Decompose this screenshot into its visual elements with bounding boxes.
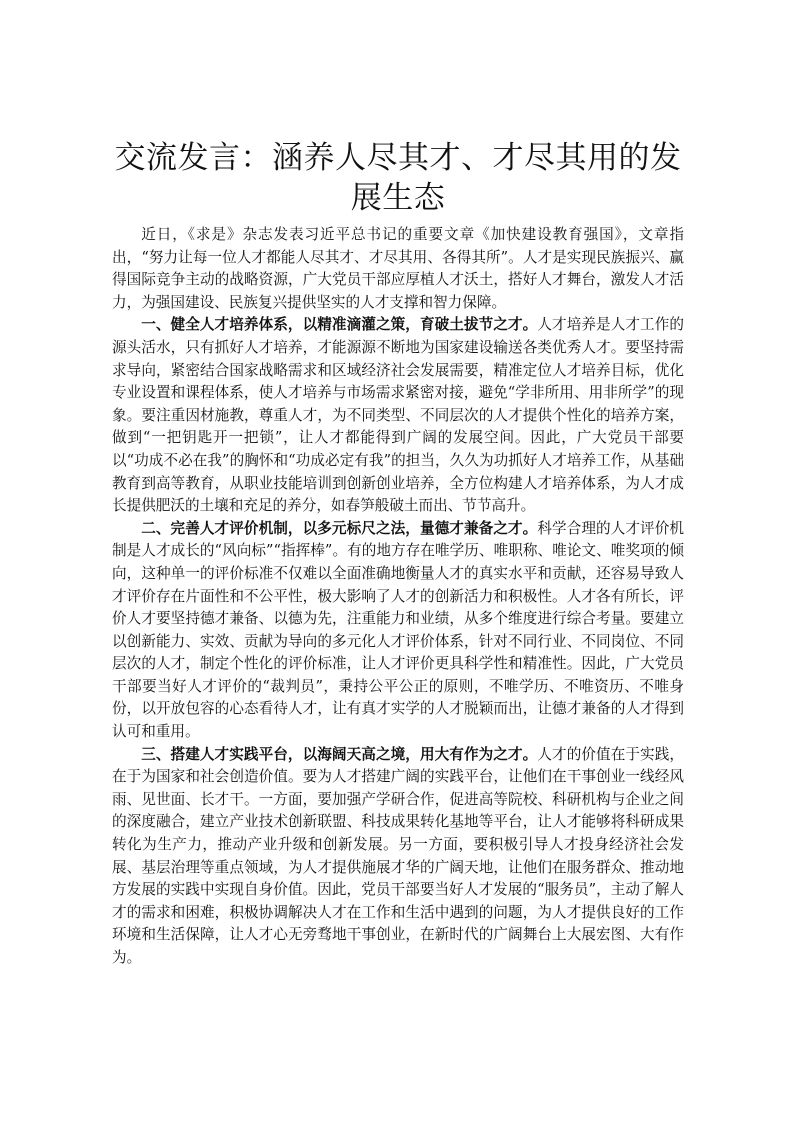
section-2-paragraph — [112, 518, 684, 744]
section-3-paragraph — [112, 744, 684, 970]
section-2-heading: 二、完善人才评价机制，以多元标尺之法，量德才兼备之才。 — [141, 519, 538, 537]
section-3-heading: 三、搭建人才实践平台，以海阔天高之境，用大有作为之才。 — [141, 745, 538, 763]
section-2-body: 科学合理的人才评价机制是人才成长的“风向标”“指挥棒”。有的地方存在唯学历、唯职称、唯论文、唯奖项的倾向，这种单一的评价标准不仅难以全面准确地衡量人才的真实水平和贡献，还容易导致人才评价存在片面性和不公平性，极大影响了人才的创新活力和积极性。人才各有所长，评价人才要坚持德才兼备、以德为先，注重能力和业绩，从多个维度进行综合考量。要建立以创新能力、实效、贡献为导向的多元化人才评价体系，针对不同行业、不同岗位、不同层次的人才，制定个性化的评价标准，让人才评价更具科学性和精准性。因此，广大党员干部要当好人才评价的“裁判员”，秉持公平公正的原则，不唯学历、不唯资历、不唯身份，以开放包容的心态看待人才，让有真才实学的人才脱颖而出，让德才兼备的人才得到认可和重用。 — [112, 519, 684, 741]
document-body — [112, 138, 684, 970]
section-1-body: 人才培养是人才工作的源头活水，只有抓好人才培养，才能源源不断地为国家建设输送各类优秀人才。要坚持需求导向，紧密结合国家战略需求和区域经济社会发展需要，精准定位人才培养目标，优化专业设置和课程体系，使人才培养与市场需求紧密对接，避免“学非所用、用非所学”的现象。要注重因材施教，尊重人才，为不同类型、不同层次的人才提供个性化的培养方案，做到“一把钥匙开一把锁”，让人才都能得到广阔的发展空间。因此，广大党员干部要以“功成不必在我”的胸怀和“功成必定有我”的担当，久久为功抓好人才培养工作，从基础教育到高等教育，从职业技能培训到创新创业培养，全方位构建人才培养体系，为人才成长提供肥沃的土壤和充足的养分，如春笋般破土而出、节节高升。 — [112, 316, 684, 515]
section-1-paragraph — [112, 314, 684, 517]
section-1-heading: 一、健全人才培养体系，以精准滴灌之策，育破土拔节之才。 — [141, 316, 538, 334]
section-3-body: 人才的价值在于实践，在于为国家和社会创造价值。要为人才搭建广阔的实践平台，让他们在干事创业一线经风雨、见世面、长才干。一方面，要加强产学研合作，促进高等院校、科研机构与企业之间的深度融合，建立产业技术创新联盟、科技成果转化基地等平台，让人才能够将科研成果转化为生产力，推动产业升级和创新发展。另一方面，要积极引导人才投身经济社会发展、基层治理等重点领域，为人才提供施展才华的广阔天地，让他们在服务群众、推动地方发展的实践中实现自身价值。因此，党员干部要当好人才发展的“服务员”，主动了解人才的需求和困难，积极协调解决人才在工作和生活中遇到的问题，为人才提供良好的工作环境和生活保障，让人才心无旁骛地干事创业，在新时代的广阔舞台上大展宏图、大有作为。 — [112, 745, 684, 966]
intro-paragraph: 近日，《求是》杂志发表习近平总书记的重要文章《加快建设教育强国》，文章指出，“努力让每一位人才都能人尽其才、才尽其用、各得其所”。人才是实现民族振兴、赢得国际竞争主动的战略资源，广大党员干部应厚植人才沃土，搭好人才舞台，激发人才活力，为强国建设、民族复兴提供坚实的人才支撑和智力保障。 — [112, 226, 684, 311]
document-title: 交流发言：涵养人尽其才、才尽其用的发展生态 — [114, 140, 682, 216]
